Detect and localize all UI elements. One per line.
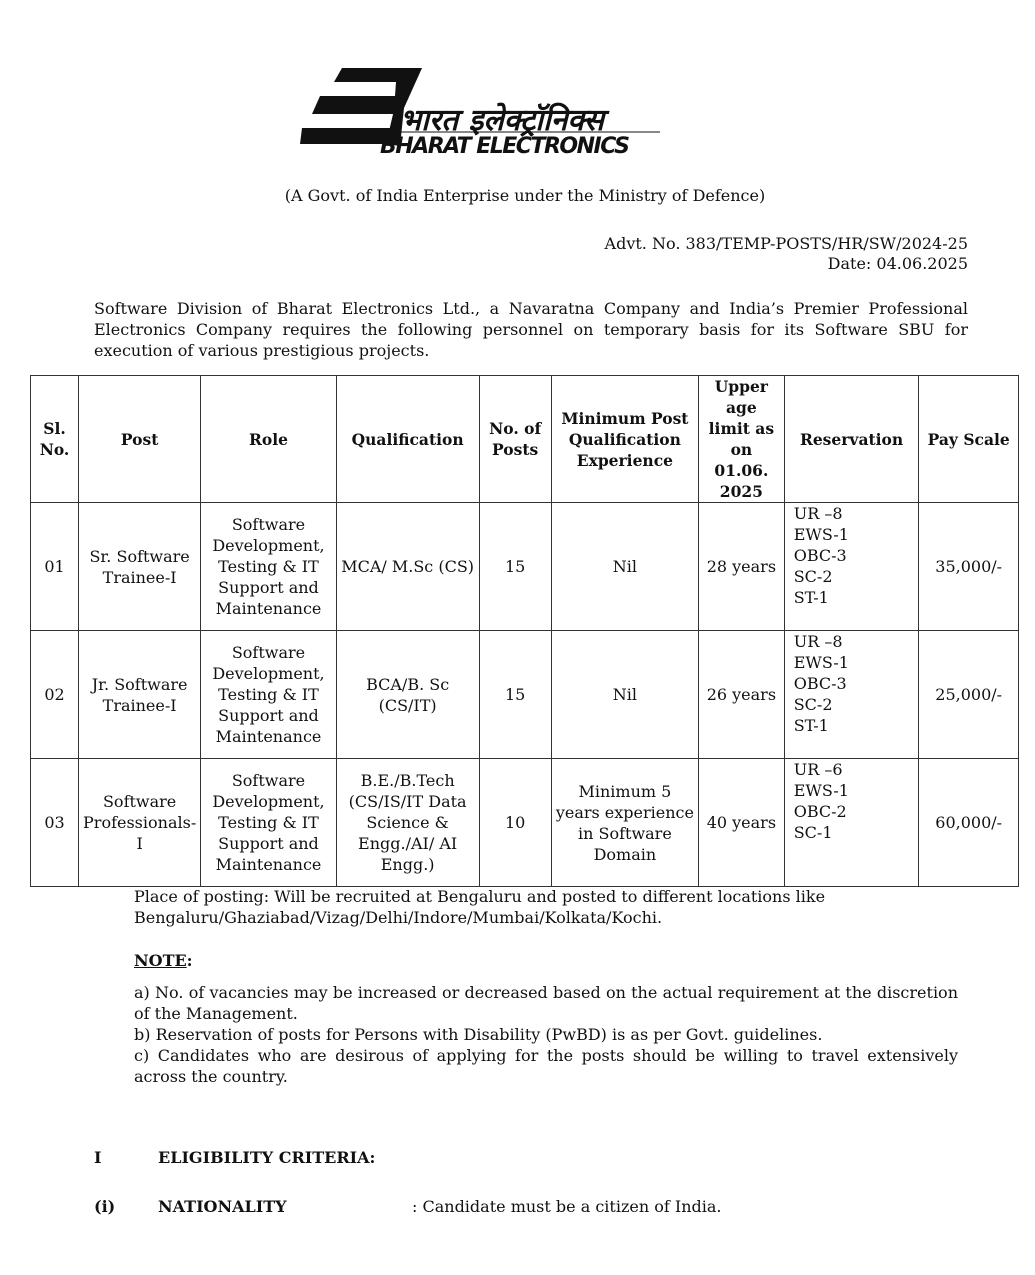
subsection-number: (i) xyxy=(94,1197,116,1216)
header-experience: Minimum Post Qualification Experience xyxy=(551,376,698,503)
cell-post: Jr. Software Trainee-I xyxy=(79,631,201,759)
cell-pay: 60,000/- xyxy=(919,759,1019,887)
subsection-title: NATIONALITY xyxy=(158,1197,287,1216)
notes-list xyxy=(134,982,958,1087)
cell-role: Software Development, Testing & IT Support and Maintenance xyxy=(201,503,337,631)
note-label: NOTE xyxy=(134,951,187,970)
reservation-item: UR –8 xyxy=(793,504,843,523)
cell-post: Software Professionals-I xyxy=(79,759,201,887)
advt-date: Date: 04.06.2025 xyxy=(827,254,968,273)
cell-experience: Nil xyxy=(551,503,698,631)
reservation-item: UR –6 xyxy=(793,760,843,779)
cell-reservation xyxy=(784,759,919,887)
cell-qualification: MCA/ M.Sc (CS) xyxy=(336,503,479,631)
reservation-item: ST-1 xyxy=(793,716,829,735)
cell-post: Sr. Software Trainee-I xyxy=(79,503,201,631)
note-heading xyxy=(134,951,193,970)
cell-sl: 02 xyxy=(31,631,79,759)
section-number: I xyxy=(94,1148,102,1167)
table-header-row xyxy=(31,376,1019,503)
header-qualification: Qualification xyxy=(336,376,479,503)
header-sl-no: Sl. No. xyxy=(31,376,79,503)
place-of-posting: Place of posting: Will be recruited at Bengaluru and posted to different locations like Bengaluru/Ghaziabad/Vizag/Delhi/Indore/Mumbai/Kolkata/Kochi. xyxy=(134,887,826,927)
header-age-limit: Upper age limit as on 01.06. 2025 xyxy=(699,376,785,503)
header-reservation: Reservation xyxy=(784,376,919,503)
cell-posts: 15 xyxy=(479,503,551,631)
cell-reservation xyxy=(784,503,919,631)
logo-english-text: BHARAT ELECTRONICS xyxy=(380,134,629,159)
cell-experience: Minimum 5 years experience in Software Domain xyxy=(551,759,698,887)
subtitle: (A Govt. of India Enterprise under the Ministry of Defence) xyxy=(284,186,766,205)
posts-table xyxy=(30,375,1019,887)
cell-posts: 15 xyxy=(479,631,551,759)
logo-hindi-text: भारत इलेक्ट्रॉनिक्स xyxy=(400,103,604,138)
cell-role: Software Development, Testing & IT Support and Maintenance xyxy=(201,631,337,759)
note-item: a) No. of vacancies may be increased or decreased based on the actual requirement at the discretion of the Management. xyxy=(134,983,958,1023)
cell-pay: 25,000/- xyxy=(919,631,1019,759)
header-post: Post xyxy=(79,376,201,503)
cell-reservation xyxy=(784,631,919,759)
reservation-item: OBC-3 xyxy=(793,546,847,565)
reservation-item: EWS-1 xyxy=(793,653,849,672)
section-title: ELIGIBILITY CRITERIA: xyxy=(158,1148,376,1167)
cell-experience: Nil xyxy=(551,631,698,759)
reservation-item: EWS-1 xyxy=(793,781,849,800)
reservation-item: SC-2 xyxy=(793,567,833,586)
cell-pay: 35,000/- xyxy=(919,503,1019,631)
cell-qualification: B.E./B.Tech (CS/IS/IT Data Science & Engg./AI/ AI Engg.) xyxy=(336,759,479,887)
header-no-of-posts: No. of Posts xyxy=(479,376,551,503)
reservation-item: SC-2 xyxy=(793,695,833,714)
header-role: Role xyxy=(201,376,337,503)
table-row xyxy=(31,503,1019,631)
reservation-item: ST-1 xyxy=(793,588,829,607)
note-colon: : xyxy=(186,951,193,970)
cell-qualification: BCA/B. Sc (CS/IT) xyxy=(336,631,479,759)
note-item: b) Reservation of posts for Persons with Disability (PwBD) is as per Govt. guidelines. xyxy=(134,1025,823,1044)
subsection-text: : Candidate must be a citizen of India. xyxy=(412,1197,722,1216)
reservation-item: SC-1 xyxy=(793,823,833,842)
reservation-item: OBC-3 xyxy=(793,674,847,693)
reservation-item: OBC-2 xyxy=(793,802,847,821)
advt-block xyxy=(605,234,968,274)
cell-role: Software Development, Testing & IT Support and Maintenance xyxy=(201,759,337,887)
cell-sl: 01 xyxy=(31,503,79,631)
cell-age: 26 years xyxy=(699,631,785,759)
advt-number: Advt. No. 383/TEMP-POSTS/HR/SW/2024-25 xyxy=(604,234,968,253)
cell-age: 40 years xyxy=(699,759,785,887)
reservation-item: UR –8 xyxy=(793,632,843,651)
cell-age: 28 years xyxy=(699,503,785,631)
cell-posts: 10 xyxy=(479,759,551,887)
note-item: c) Candidates who are desirous of applying for the posts should be willing to travel extensively across the country. xyxy=(134,1046,958,1086)
cell-sl: 03 xyxy=(31,759,79,887)
header-pay-scale: Pay Scale xyxy=(919,376,1019,503)
table-row xyxy=(31,631,1019,759)
reservation-item: EWS-1 xyxy=(793,525,849,544)
intro-paragraph: Software Division of Bharat Electronics Ltd., a Navaratna Company and India’s Premier Professional Electronics Company requires the following personnel on temporary basis for its Software SBU for execution of various prestigious projects. xyxy=(94,299,968,360)
table-row xyxy=(31,759,1019,887)
